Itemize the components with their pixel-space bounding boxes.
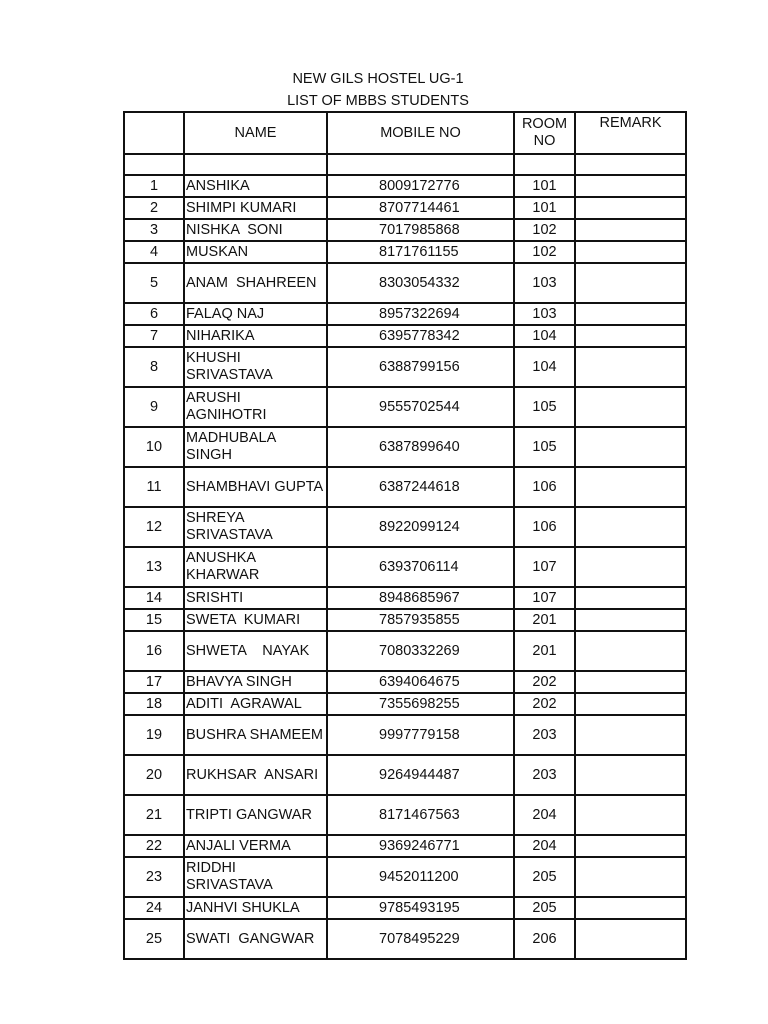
row-number: 16: [124, 631, 184, 671]
student-name: RIDDHI SRIVASTAVA: [184, 857, 327, 897]
student-name: SHIMPI KUMARI: [184, 197, 327, 219]
room-number: 105: [514, 387, 575, 427]
room-number: 206: [514, 919, 575, 959]
remark-cell: [575, 587, 686, 609]
row-number: 9: [124, 387, 184, 427]
table-row: [124, 857, 686, 897]
student-name: JANHVI SHUKLA: [184, 897, 327, 919]
mobile-number: 7355698255: [327, 693, 514, 715]
row-number: 22: [124, 835, 184, 857]
mobile-number: 7080332269: [327, 631, 514, 671]
remark-cell: [575, 175, 686, 197]
mobile-number: 8707714461: [327, 197, 514, 219]
table-row: [124, 755, 686, 795]
student-name: SWATI GANGWAR: [184, 919, 327, 959]
student-name: MUSKAN: [184, 241, 327, 263]
mobile-number: 9369246771: [327, 835, 514, 857]
mobile-number: 9264944487: [327, 755, 514, 795]
table-row: [124, 467, 686, 507]
room-number: 202: [514, 693, 575, 715]
mobile-number: 6393706114: [327, 547, 514, 587]
remark-cell: [575, 835, 686, 857]
mobile-number: 9785493195: [327, 897, 514, 919]
room-number: 203: [514, 715, 575, 755]
remark-cell: [575, 241, 686, 263]
table-row: [124, 795, 686, 835]
table-row: [124, 263, 686, 303]
room-number: 203: [514, 755, 575, 795]
student-name: FALAQ NAJ: [184, 303, 327, 325]
room-number: 204: [514, 795, 575, 835]
mobile-number: 6394064675: [327, 671, 514, 693]
row-number: 14: [124, 587, 184, 609]
table-blank-row: [124, 154, 686, 175]
row-number: 8: [124, 347, 184, 387]
student-name: ANSHIKA: [184, 175, 327, 197]
mobile-number: 6387899640: [327, 427, 514, 467]
table-row: [124, 835, 686, 857]
student-name: TRIPTI GANGWAR: [184, 795, 327, 835]
mobile-number: 8009172776: [327, 175, 514, 197]
room-number: 104: [514, 325, 575, 347]
room-number: 107: [514, 587, 575, 609]
table-row: [124, 427, 686, 467]
mobile-number: 7857935855: [327, 609, 514, 631]
remark-cell: [575, 325, 686, 347]
row-number: 25: [124, 919, 184, 959]
row-number: 18: [124, 693, 184, 715]
remark-cell: [575, 715, 686, 755]
remark-cell: [575, 427, 686, 467]
mobile-number: 8303054332: [327, 263, 514, 303]
mobile-number: 8957322694: [327, 303, 514, 325]
row-number: 13: [124, 547, 184, 587]
remark-cell: [575, 197, 686, 219]
student-name: RUKHSAR ANSARI: [184, 755, 327, 795]
student-name: NIHARIKA: [184, 325, 327, 347]
table-row: [124, 897, 686, 919]
student-name: SRISHTI: [184, 587, 327, 609]
row-number: 20: [124, 755, 184, 795]
document-title: NEW GILS HOSTEL UG-1: [292, 71, 464, 87]
row-number: 21: [124, 795, 184, 835]
row-number: 12: [124, 507, 184, 547]
room-number: 102: [514, 241, 575, 263]
mobile-number: 9452011200: [327, 857, 514, 897]
document-subtitle: LIST OF MBBS STUDENTS: [287, 93, 469, 109]
remark-cell: [575, 795, 686, 835]
remark-cell: [575, 919, 686, 959]
student-name: KHUSHI SRIVASTAVA: [184, 347, 327, 387]
mobile-number: 7017985868: [327, 219, 514, 241]
table-row: [124, 693, 686, 715]
remark-cell: [575, 547, 686, 587]
student-name: SHWETA NAYAK: [184, 631, 327, 671]
student-name: SHREYA SRIVASTAVA: [184, 507, 327, 547]
row-number: 24: [124, 897, 184, 919]
student-name: ADITI AGRAWAL: [184, 693, 327, 715]
table-row: [124, 507, 686, 547]
remark-cell: [575, 671, 686, 693]
mobile-number: 7078495229: [327, 919, 514, 959]
table-row: [124, 197, 686, 219]
remark-cell: [575, 263, 686, 303]
room-number: 103: [514, 263, 575, 303]
row-number: 1: [124, 175, 184, 197]
remark-cell: [575, 507, 686, 547]
student-name: ANAM SHAHREEN: [184, 263, 327, 303]
room-number: 106: [514, 467, 575, 507]
room-number: 205: [514, 857, 575, 897]
mobile-number: 6387244618: [327, 467, 514, 507]
room-number: 101: [514, 197, 575, 219]
row-number: 11: [124, 467, 184, 507]
students-table: [123, 111, 687, 960]
remark-cell: [575, 467, 686, 507]
remark-cell: [575, 631, 686, 671]
row-number: 2: [124, 197, 184, 219]
room-number: 106: [514, 507, 575, 547]
table-row: [124, 325, 686, 347]
table-row: [124, 919, 686, 959]
table-row: [124, 631, 686, 671]
table-row: [124, 587, 686, 609]
table-row: [124, 387, 686, 427]
row-number: 6: [124, 303, 184, 325]
room-number: 101: [514, 175, 575, 197]
header-sno: [124, 112, 184, 154]
remark-cell: [575, 755, 686, 795]
table-header-row: [124, 112, 686, 154]
table-row: [124, 715, 686, 755]
remark-cell: [575, 857, 686, 897]
row-number: 23: [124, 857, 184, 897]
room-number: 204: [514, 835, 575, 857]
row-number: 17: [124, 671, 184, 693]
remark-cell: [575, 303, 686, 325]
table-row: [124, 175, 686, 197]
mobile-number: 8948685967: [327, 587, 514, 609]
header-name: NAME: [184, 112, 327, 154]
table-row: [124, 547, 686, 587]
room-number: 201: [514, 631, 575, 671]
room-number: 104: [514, 347, 575, 387]
mobile-number: 8171467563: [327, 795, 514, 835]
row-number: 5: [124, 263, 184, 303]
table-row: [124, 219, 686, 241]
mobile-number: 9555702544: [327, 387, 514, 427]
student-name: BHAVYA SINGH: [184, 671, 327, 693]
row-number: 4: [124, 241, 184, 263]
header-room: ROOM NO: [514, 112, 575, 154]
row-number: 10: [124, 427, 184, 467]
header-mobile: MOBILE NO: [327, 112, 514, 154]
student-name: SHAMBHAVI GUPTA: [184, 467, 327, 507]
room-number: 201: [514, 609, 575, 631]
student-name: BUSHRA SHAMEEM: [184, 715, 327, 755]
room-number: 105: [514, 427, 575, 467]
row-number: 3: [124, 219, 184, 241]
mobile-number: 9997779158: [327, 715, 514, 755]
remark-cell: [575, 897, 686, 919]
remark-cell: [575, 219, 686, 241]
room-number: 107: [514, 547, 575, 587]
mobile-number: 6395778342: [327, 325, 514, 347]
table-row: [124, 303, 686, 325]
row-number: 7: [124, 325, 184, 347]
student-name: MADHUBALA SINGH: [184, 427, 327, 467]
mobile-number: 6388799156: [327, 347, 514, 387]
room-number: 202: [514, 671, 575, 693]
room-number: 102: [514, 219, 575, 241]
table-row: [124, 347, 686, 387]
header-remark: REMARK: [575, 112, 686, 154]
remark-cell: [575, 693, 686, 715]
table-row: [124, 609, 686, 631]
table-row: [124, 671, 686, 693]
table-row: [124, 241, 686, 263]
mobile-number: 8171761155: [327, 241, 514, 263]
student-name: ANUSHKA KHARWAR: [184, 547, 327, 587]
student-name: ANJALI VERMA: [184, 835, 327, 857]
student-name: NISHKA SONI: [184, 219, 327, 241]
row-number: 19: [124, 715, 184, 755]
remark-cell: [575, 609, 686, 631]
room-number: 103: [514, 303, 575, 325]
student-name: SWETA KUMARI: [184, 609, 327, 631]
row-number: 15: [124, 609, 184, 631]
mobile-number: 8922099124: [327, 507, 514, 547]
student-name: ARUSHI AGNIHOTRI: [184, 387, 327, 427]
remark-cell: [575, 347, 686, 387]
room-number: 205: [514, 897, 575, 919]
remark-cell: [575, 387, 686, 427]
